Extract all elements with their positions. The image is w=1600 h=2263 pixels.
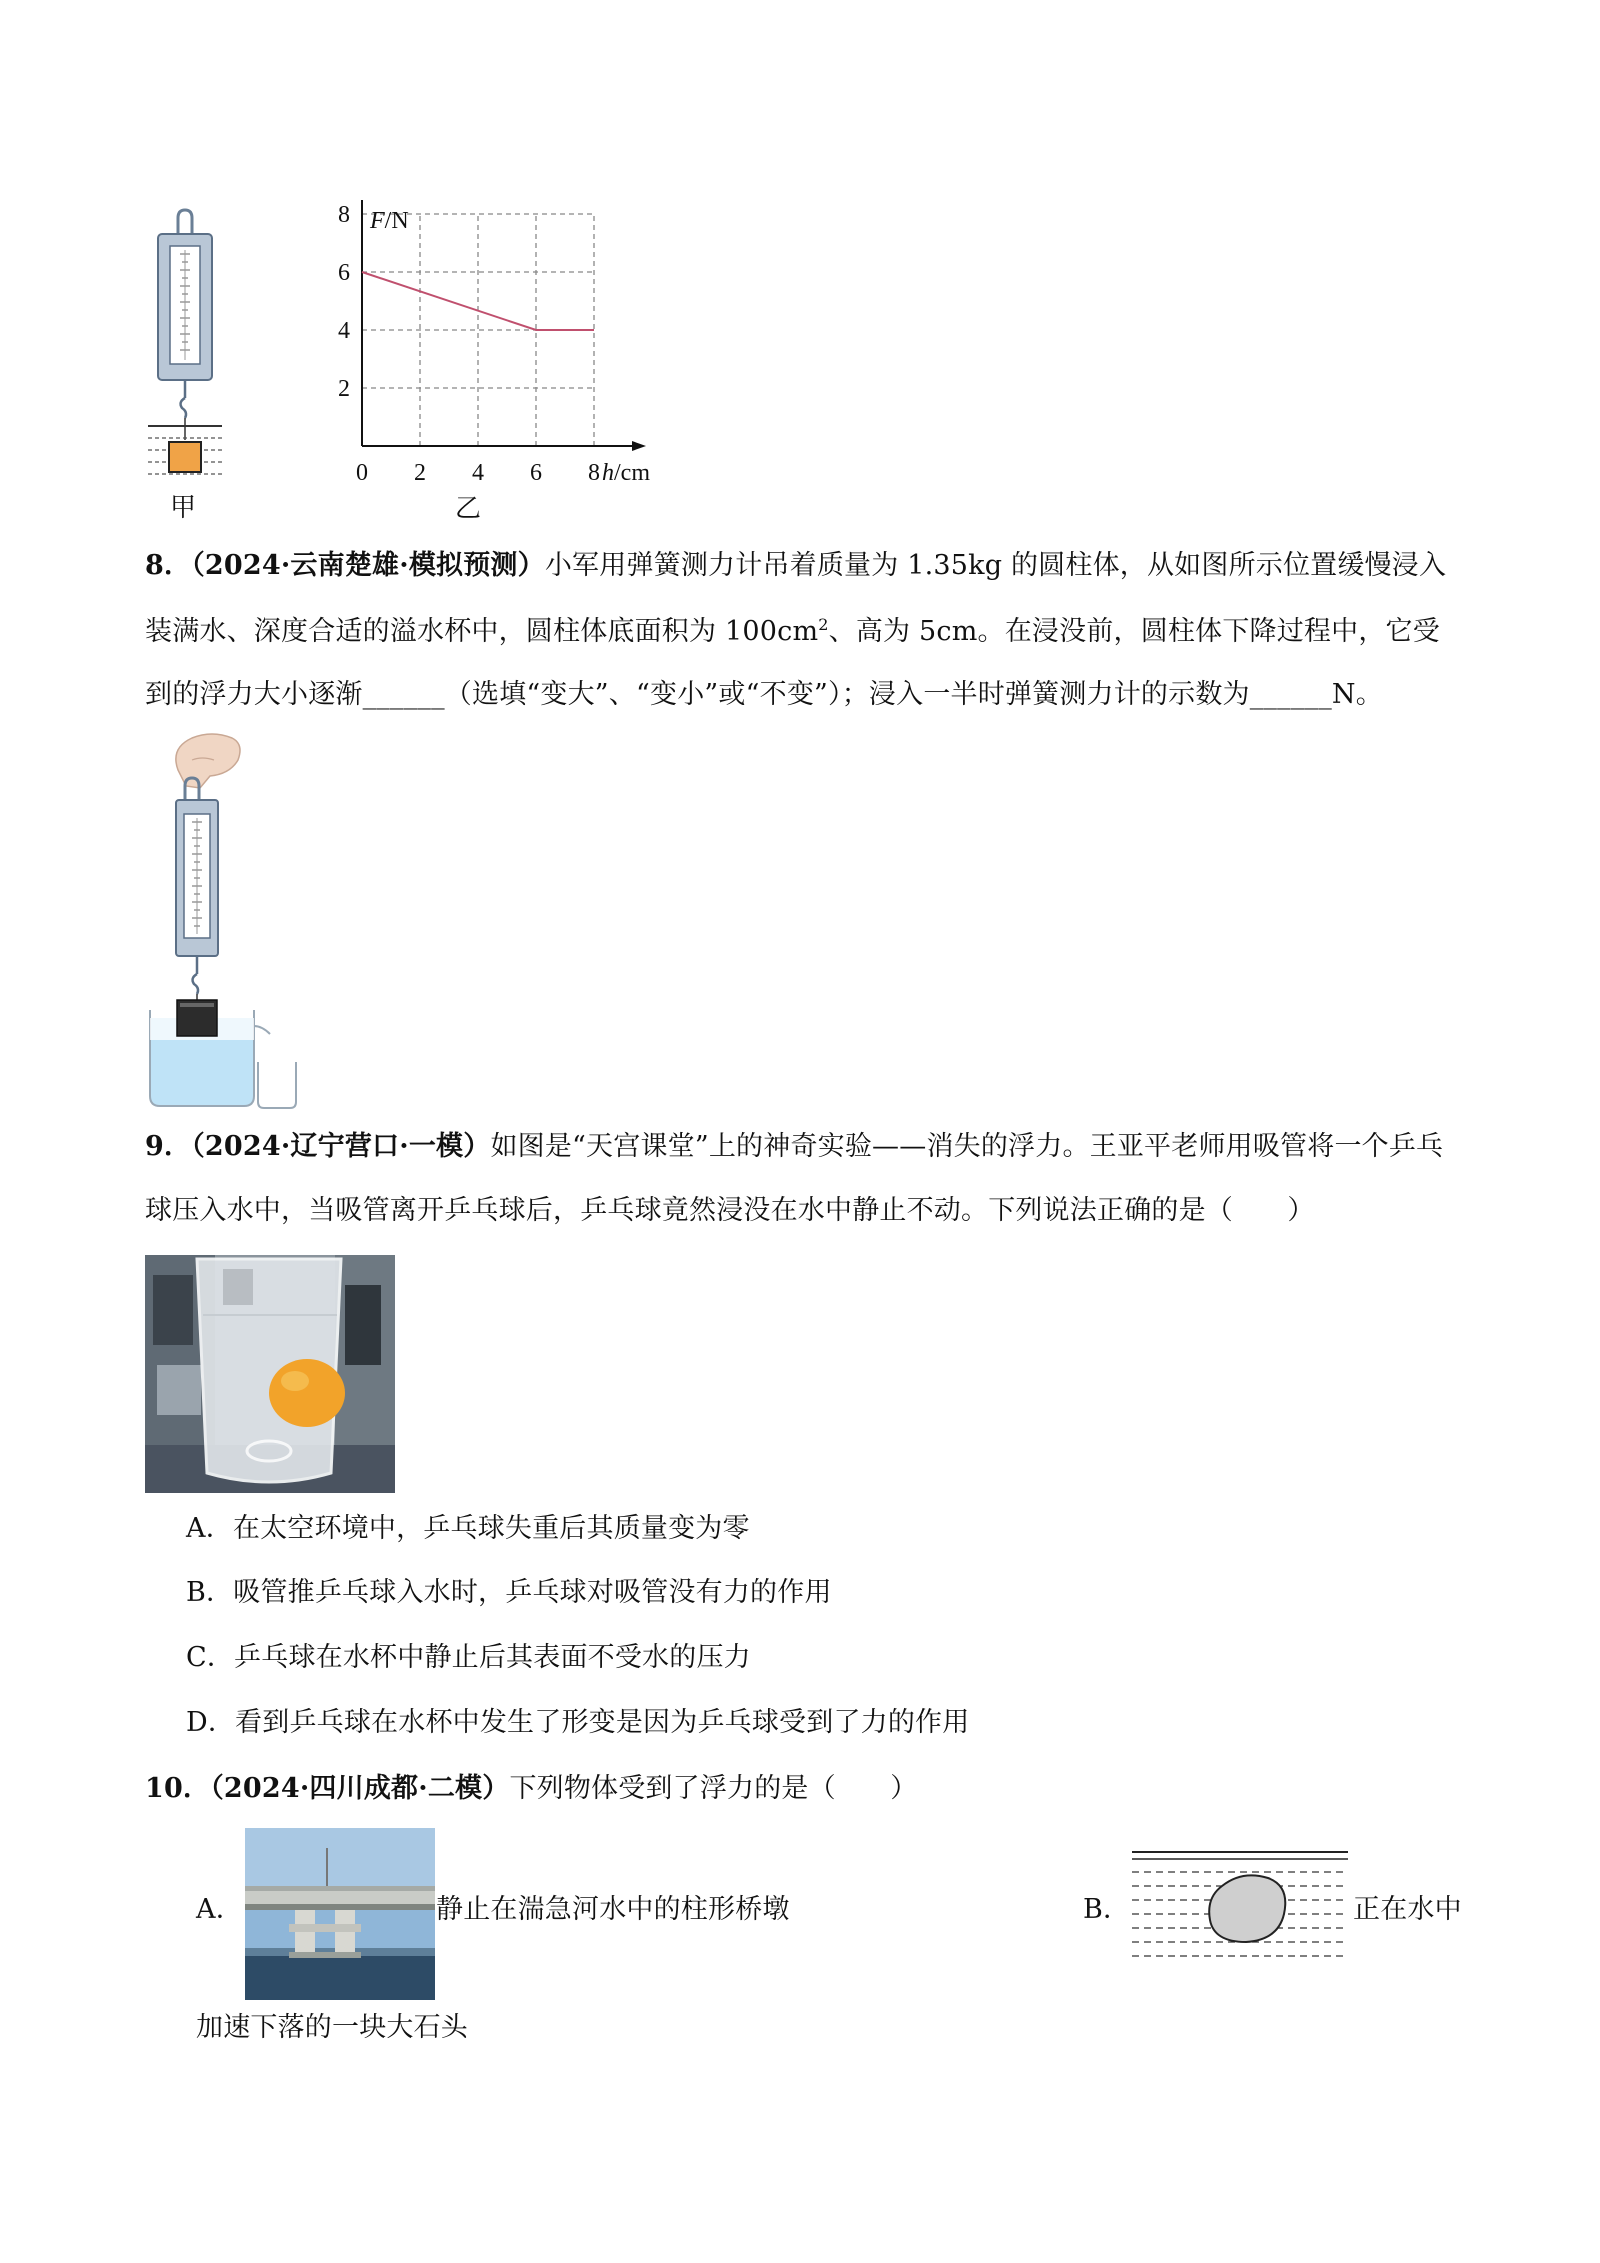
q8-superscript: 2 <box>818 615 829 634</box>
y-tick-label: 4 <box>338 318 350 344</box>
figure-label-jia: 甲 <box>170 493 197 523</box>
q9-line-2: 球压入水中，当吸管离开乒乓球后，乒乓球竟然浸没在水中静止不动。下列说法正确的是（ ） <box>145 1195 1315 1226</box>
x-tick-label: 0 <box>356 460 368 486</box>
chart-ticks <box>338 202 600 486</box>
q10-option-b-continuation: 加速下落的一块大石头 <box>196 2012 468 2043</box>
y-tick-label: 2 <box>338 376 350 402</box>
q10-option-b-text: 正在水中 <box>1353 1894 1462 1925</box>
q10-source: （2024·四川成都·二模） <box>210 1773 510 1804</box>
stone-icon <box>1209 1875 1285 1942</box>
q8-text-2a: 装满水、深度合适的溢水杯中，圆柱体底面积为 100cm <box>145 616 819 647</box>
q9-text-1: 如图是“天宫课堂”上的神奇实验——消失的浮力。王亚平老师用吸管将一个乒乓 <box>490 1131 1444 1162</box>
q8-line-2 <box>145 617 1440 645</box>
q10-option-b-label: B． <box>1083 1894 1131 1925</box>
chart-axes <box>357 200 646 451</box>
x-tick-label: 6 <box>530 460 542 486</box>
q9-option-d: D．看到乒乓球在水杯中发生了形变是因为乒乓球受到了力的作用 <box>186 1707 970 1738</box>
q10-text-1: 下列物体受到了浮力的是（ ） <box>509 1773 918 1804</box>
q9-source: （2024·辽宁营口·一模） <box>191 1131 491 1162</box>
q10-option-a-text: 静止在湍急河水中的柱形桥墩 <box>436 1894 790 1925</box>
q9-line-1 <box>145 1133 1443 1160</box>
q10-number: 10． <box>145 1773 211 1804</box>
stone-in-water-figure <box>1130 1848 1350 1964</box>
x-tick-label: 4 <box>472 460 484 486</box>
figure-top <box>130 200 690 530</box>
y-tick-label: 6 <box>338 260 350 286</box>
x-tick-label: 2 <box>414 460 426 486</box>
q8-line-3: 到的浮力大小逐渐______（选填“变大”、“变小”或“不变”）；浸入一半时弹簧测力计的示数为______N。 <box>145 679 1383 710</box>
ping-pong-ball-in-water-photo <box>145 1255 395 1493</box>
y-tick-label: 8 <box>338 202 350 228</box>
y-axis-label: F/N <box>370 208 409 234</box>
x-axis-arrow <box>632 441 646 451</box>
q8-text-1: 小军用弹簧测力计吊着质量为 1.35kg 的圆柱体，从如图所示位置缓慢浸入 <box>544 550 1447 581</box>
force-depth-chart <box>290 200 710 530</box>
bridge-pier-photo <box>245 1828 435 2000</box>
q9-option-a: A．在太空环境中，乒乓球失重后其质量变为零 <box>186 1513 750 1544</box>
figure-label-yi: 乙 <box>455 494 482 524</box>
spring-scale-in-water-figure <box>130 200 240 500</box>
q8-number: 8． <box>145 550 192 581</box>
x-tick-label: 8 <box>588 460 600 486</box>
q10-line-1 <box>145 1775 917 1802</box>
q8-source: （2024·云南楚雄·模拟预测） <box>191 550 545 581</box>
x-axis-label: h/cm <box>602 460 650 486</box>
q8-line-1 <box>145 552 1446 579</box>
hand-spring-scale-overflow-cup-figure <box>140 730 310 1110</box>
q8-text-2b: 、高为 5cm。在浸没前，圆柱体下降过程中，它受 <box>828 616 1440 647</box>
q9-option-b: B．吸管推乒乓球入水时，乒乓球对吸管没有力的作用 <box>186 1577 832 1608</box>
q9-option-c: C．乒乓球在水杯中静止后其表面不受水的压力 <box>186 1642 751 1673</box>
q9-number: 9． <box>145 1131 192 1162</box>
q10-option-a-label: A． <box>196 1894 243 1925</box>
